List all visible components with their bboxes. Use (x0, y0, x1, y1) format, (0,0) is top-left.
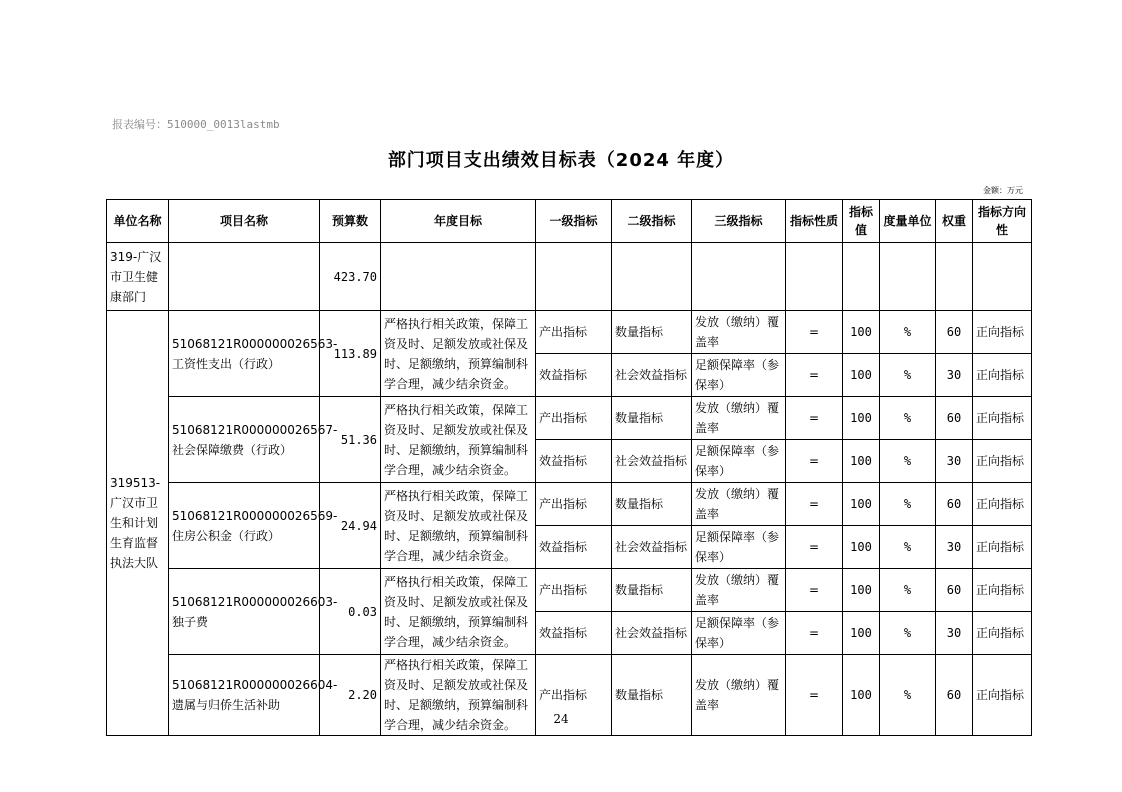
measure-unit: % (880, 483, 936, 526)
project-name: 51068121R000000026563-工资性支出（行政） (169, 311, 320, 397)
level1-indicator: 效益指标 (536, 526, 612, 569)
header-cell: 三级指标 (692, 200, 786, 243)
indicator-weight: 30 (936, 612, 973, 655)
level2-indicator: 数量指标 (612, 483, 692, 526)
level2-indicator: 数量指标 (612, 569, 692, 612)
level2-indicator: 数量指标 (612, 655, 692, 736)
annual-goal: 严格执行相关政策，保障工资及时、足额发放或社保及时、足额缴纳，预算编制科学合理，减少结余资金。 (381, 311, 536, 397)
indicator-direction: 正向指标 (973, 397, 1032, 440)
level1-indicator: 产出指标 (536, 569, 612, 612)
indicator-value: 100 (843, 397, 880, 440)
indicator-weight: 30 (936, 354, 973, 397)
indicator-direction: 正向指标 (973, 440, 1032, 483)
header-cell: 权重 (936, 200, 973, 243)
indicator-direction: 正向指标 (973, 655, 1032, 736)
indicator-value: 100 (843, 311, 880, 354)
annual-goal: 严格执行相关政策，保障工资及时、足额发放或社保及时、足额缴纳，预算编制科学合理，减少结余资金。 (381, 655, 536, 736)
header-cell: 指标性质 (786, 200, 843, 243)
level2-indicator: 社会效益指标 (612, 440, 692, 483)
indicator-value: 100 (843, 612, 880, 655)
indicator-value: 100 (843, 483, 880, 526)
level2-indicator: 数量指标 (612, 311, 692, 354)
project-budget: 24.94 (320, 483, 381, 569)
header-cell: 指标值 (843, 200, 880, 243)
level2-indicator: 社会效益指标 (612, 526, 692, 569)
indicator-nature: = (786, 311, 843, 354)
indicator-value: 100 (843, 526, 880, 569)
indicator-weight: 60 (936, 397, 973, 440)
indicator-row (107, 311, 1032, 354)
indicator-nature: = (786, 526, 843, 569)
indicator-weight: 30 (936, 440, 973, 483)
indicator-direction: 正向指标 (973, 483, 1032, 526)
indicator-weight: 60 (936, 311, 973, 354)
indicator-weight: 30 (936, 526, 973, 569)
indicator-direction: 正向指标 (973, 612, 1032, 655)
indicator-value: 100 (843, 354, 880, 397)
level3-indicator: 发放（缴纳）覆盖率 (692, 311, 786, 354)
indicator-direction: 正向指标 (973, 354, 1032, 397)
indicator-nature: = (786, 440, 843, 483)
header-cell: 二级指标 (612, 200, 692, 243)
measure-unit: % (880, 526, 936, 569)
level1-indicator: 效益指标 (536, 612, 612, 655)
empty-cell (880, 243, 936, 311)
indicator-row (107, 483, 1032, 526)
level3-indicator: 足额保障率（参保率） (692, 526, 786, 569)
indicator-nature: = (786, 655, 843, 736)
indicator-weight: 60 (936, 569, 973, 612)
annual-goal: 严格执行相关政策，保障工资及时、足额发放或社保及时、足额缴纳，预算编制科学合理，减少结余资金。 (381, 569, 536, 655)
measure-unit: % (880, 397, 936, 440)
indicator-weight: 60 (936, 483, 973, 526)
annual-goal: 严格执行相关政策，保障工资及时、足额发放或社保及时、足额缴纳，预算编制科学合理，减少结余资金。 (381, 397, 536, 483)
report-number: 报表编号：510000_0013lastmb (112, 118, 280, 131)
header-cell: 一级指标 (536, 200, 612, 243)
project-name: 51068121R000000026567-社会保障缴费（行政） (169, 397, 320, 483)
unit-name: 319513-广汉市卫生和计划生育监督执法大队 (107, 311, 169, 736)
empty-cell (169, 243, 320, 311)
indicator-direction: 正向指标 (973, 569, 1032, 612)
empty-cell (973, 243, 1032, 311)
indicator-nature: = (786, 569, 843, 612)
department-row (107, 243, 1032, 311)
header-cell: 年度目标 (381, 200, 536, 243)
indicator-direction: 正向指标 (973, 526, 1032, 569)
level2-indicator: 数量指标 (612, 397, 692, 440)
level3-indicator: 发放（缴纳）覆盖率 (692, 483, 786, 526)
project-budget: 0.03 (320, 569, 381, 655)
project-name: 51068121R000000026603-独子费 (169, 569, 320, 655)
indicator-value: 100 (843, 569, 880, 612)
measure-unit: % (880, 311, 936, 354)
indicator-nature: = (786, 397, 843, 440)
measure-unit: % (880, 655, 936, 736)
indicator-row (107, 569, 1032, 612)
performance-target-table (106, 199, 1032, 736)
measure-unit: % (880, 569, 936, 612)
empty-cell (381, 243, 536, 311)
level3-indicator: 足额保障率（参保率） (692, 354, 786, 397)
project-name: 51068121R000000026604-遗属与归侨生活补助 (169, 655, 320, 736)
level1-indicator: 产出指标 (536, 483, 612, 526)
level2-indicator: 社会效益指标 (612, 354, 692, 397)
empty-cell (936, 243, 973, 311)
header-cell: 预算数 (320, 200, 381, 243)
indicator-nature: = (786, 354, 843, 397)
indicator-nature: = (786, 612, 843, 655)
project-budget: 2.20 (320, 655, 381, 736)
project-name: 51068121R000000026569-住房公积金（行政） (169, 483, 320, 569)
indicator-value: 100 (843, 655, 880, 736)
empty-cell (536, 243, 612, 311)
level1-indicator: 产出指标 (536, 397, 612, 440)
measure-unit: % (880, 354, 936, 397)
page-title: 部门项目支出绩效目标表（2024 年度） (387, 150, 735, 171)
empty-cell (843, 243, 880, 311)
empty-cell (692, 243, 786, 311)
department-budget: 423.70 (320, 243, 381, 311)
amount-unit: 金额：万元 (983, 186, 1023, 195)
department-name: 319-广汉市卫生健康部门 (107, 243, 169, 311)
measure-unit: % (880, 440, 936, 483)
header-cell: 单位名称 (107, 200, 169, 243)
table-header-row (107, 200, 1032, 243)
indicator-value: 100 (843, 440, 880, 483)
header-cell: 项目名称 (169, 200, 320, 243)
level1-indicator: 产出指标 (536, 655, 612, 736)
level1-indicator: 产出指标 (536, 311, 612, 354)
level3-indicator: 发放（缴纳）覆盖率 (692, 655, 786, 736)
level1-indicator: 效益指标 (536, 440, 612, 483)
indicator-weight: 60 (936, 655, 973, 736)
level3-indicator: 足额保障率（参保率） (692, 440, 786, 483)
header-cell: 度量单位 (880, 200, 936, 243)
level1-indicator: 效益指标 (536, 354, 612, 397)
level2-indicator: 社会效益指标 (612, 612, 692, 655)
measure-unit: % (880, 612, 936, 655)
indicator-nature: = (786, 483, 843, 526)
level3-indicator: 发放（缴纳）覆盖率 (692, 397, 786, 440)
project-budget: 51.36 (320, 397, 381, 483)
project-budget: 113.89 (320, 311, 381, 397)
empty-cell (786, 243, 843, 311)
indicator-row (107, 397, 1032, 440)
empty-cell (612, 243, 692, 311)
annual-goal: 严格执行相关政策，保障工资及时、足额发放或社保及时、足额缴纳，预算编制科学合理，减少结余资金。 (381, 483, 536, 569)
page-number: 24 (553, 712, 569, 726)
level3-indicator: 发放（缴纳）覆盖率 (692, 569, 786, 612)
header-cell: 指标方向性 (973, 200, 1032, 243)
indicator-direction: 正向指标 (973, 311, 1032, 354)
level3-indicator: 足额保障率（参保率） (692, 612, 786, 655)
